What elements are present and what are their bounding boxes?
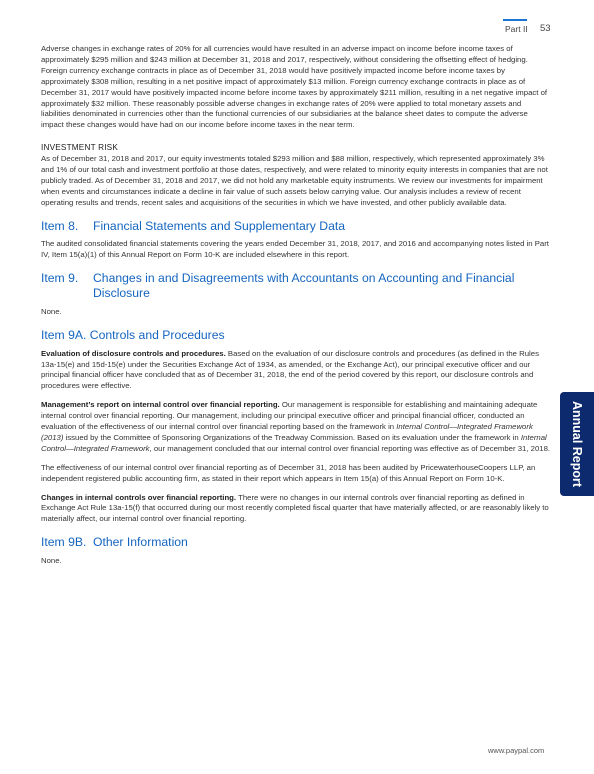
header-part-label: Part II <box>505 24 528 34</box>
framework-name-2: Internal Control—Integrated Framework <box>41 432 547 453</box>
item8-body: The audited consolidated financial statements covering the years ended December 31, 2018, 2017, and 2016 and accompanying notes listed in Part IV, Item 15(a)(1) of this Annual Report on Form 10-K are included elsewhere in this report. <box>41 239 549 260</box>
item8-heading <box>41 219 551 234</box>
disclosure-controls-paragraph <box>41 349 551 393</box>
item9b-title: Other Information <box>93 535 188 550</box>
disclosure-controls-lead: Evaluation of disclosure controls and procedures. <box>41 348 226 358</box>
internal-changes-text: There were no changes in our internal controls over financial reporting as defined in Exchange Act Rule 13a-15(f) that occurred during our most recently completed fiscal quarter that have materially affected, or are reasonably likely to materially affect, our internal control over financial reporting. <box>41 492 549 524</box>
page-number: 53 <box>540 23 551 34</box>
management-report-text-3: , our management concluded that our internal control over financial reporting was effective as of December 31, 2018. <box>149 443 551 453</box>
annual-report-tab[interactable] <box>560 392 594 496</box>
internal-changes-lead: Changes in internal controls over financial reporting. <box>41 492 237 502</box>
disclosure-controls-text: Based on the evaluation of our disclosure controls and procedures (as defined in the Rules 13a-15(e) and 15d-15(e) under the Securities Exchange Act of 1934, as amended, or the Exchange Act), our principal executive officer and our principal financial officer have concluded that as of December 31, 2018, the end of the period covered by this report, our disclosure controls and procedures were effective. <box>41 348 539 391</box>
item9a-heading <box>41 328 551 343</box>
item8-number: Item 8. <box>41 218 79 233</box>
item9b-number: Item 9B. <box>41 535 87 550</box>
item9b-body: None. <box>41 556 62 566</box>
fx-adverse-paragraph: Adverse changes in exchange rates of 20% for all currencies would have resulted in an adverse impact on income before income taxes of approximately $295 million and $243 million at December 31, 2018 and 2017, respectively, without considering the offsetting effect of hedging. Foreign currency exchange contracts in place as of December 31, 2018 would have positively impacted income before income taxes by approximately $308 million, resulting in a net positive impact of approximately $13 million. Foreign currency exchange contracts in place as of December 31, 2017 would have positively impacted income before income taxes by approximately $211 million, resulting in a net negative impact of approximately $32 million. These reasonably possible adverse changes in exchange rates of 20% were applied to total monetary assets and liabilities denominated in currencies other than the functional currencies of our subsidiaries at the balance sheet dates to compute the adverse impact these changes would have had on our income before income taxes in the near term. <box>41 44 548 130</box>
item9-heading <box>41 271 551 301</box>
item9-body: None. <box>41 306 62 316</box>
management-report-lead: Management’s report on internal control over financial reporting. <box>41 400 280 410</box>
document-body <box>41 44 551 575</box>
investment-risk-paragraph: As of December 31, 2018 and 2017, our equity investments totaled $293 million and $88 million, respectively, which represented approximately 3% and 1% of our total cash and investment portfolio at those dates, respectively, and were related to minority equity interests in companies that are not publicly traded. As of December 31, 2018 and 2017, we did not hold any marketable equity instruments. We review our investments for impairment when events and circumstances indicate a decline in fair value of such assets below carrying value. Our analysis includes a review of recent operating results and trends, recent sales and acquisitions of the securities in which we have invested, and other publicly available data. <box>41 154 548 207</box>
item9a-title: Item 9A. Controls and Procedures <box>41 327 225 342</box>
management-report-paragraph <box>41 400 551 455</box>
footer-url: www.paypal.com <box>488 746 545 755</box>
management-report-text-2: issued by the Committee of Sponsoring Organizations of the Treadway Commission. Based on its evaluation under the framework in <box>63 432 521 442</box>
item9-number: Item 9. <box>41 271 79 286</box>
internal-changes-paragraph <box>41 493 551 526</box>
audit-paragraph: The effectiveness of our internal control over financial reporting as of December 31, 2018 has been audited by PricewaterhouseCoopers LLP, an independent registered public accounting firm, as stated in their report which appears in Item 15(a) of this Annual Report on Form 10-K. <box>41 462 536 483</box>
header-rule <box>503 19 527 21</box>
item8-title: Financial Statements and Supplementary Data <box>93 218 346 233</box>
item9b-heading <box>41 535 551 550</box>
item9-title: Changes in and Disagreements with Accountants on Accounting and Financial Disclosure <box>93 271 515 301</box>
framework-name-1: Internal Control—Integrated Framework (2013) <box>41 422 533 442</box>
investment-risk-heading: INVESTMENT RISK <box>41 143 119 153</box>
annual-report-tab-label: Annual Report <box>570 400 584 488</box>
management-report-text-1: Our management is responsible for establishing and maintaining adequate internal control over financial reporting. Our management, including our principal executive officer and principal financial officer, conducted an evaluation of the effectiveness of our internal control over financial reporting based on the framework in <box>41 400 538 432</box>
